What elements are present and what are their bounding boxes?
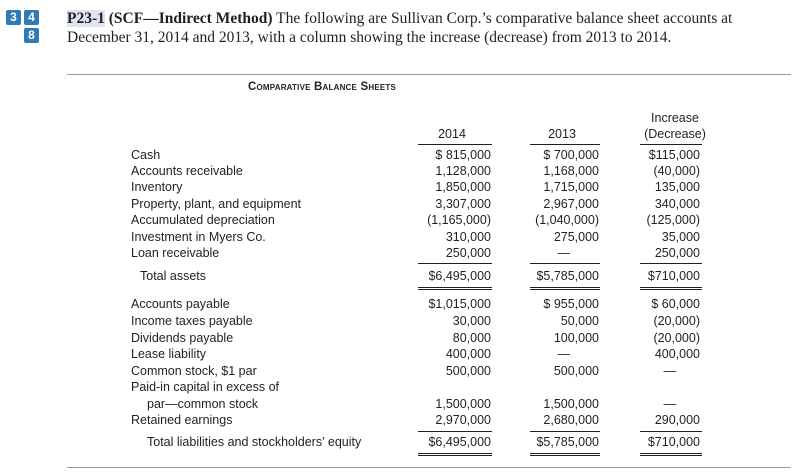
total-double-rule-2014 (418, 289, 492, 290)
table-row (0, 397, 793, 413)
value-increase: $ 60,000 (651, 297, 700, 311)
row-label: Income taxes payable (131, 314, 253, 328)
value-2013: — (557, 246, 570, 260)
value-increase: 400,000 (654, 347, 700, 361)
value-2013: 1,715,000 (543, 180, 599, 194)
table-row (0, 180, 793, 196)
value-2013: 275,000 (553, 230, 599, 244)
total-assets-row (0, 269, 793, 285)
table-row (0, 347, 793, 363)
subtotal-rule-2013 (530, 263, 600, 264)
total-liabilities-row (0, 435, 793, 451)
value-increase: — (663, 364, 676, 378)
value-2013: — (557, 347, 570, 361)
value-2014: 30,000 (452, 314, 491, 328)
value-2014: 310,000 (445, 230, 491, 244)
row-label: Inventory (131, 180, 183, 194)
total-double-rule-increase (640, 289, 702, 290)
table-row (0, 297, 793, 313)
row-label: Total liabilities and stockholders’ equity (147, 435, 362, 449)
problem-text-line1: The following are Sullivan Corp.’s comparative balance sheet accounts at (276, 10, 733, 27)
value-increase: 250,000 (654, 246, 700, 260)
total-double-rule-2013 (530, 287, 600, 288)
row-label: Common stock, $1 par (131, 364, 257, 378)
value-2013: $ 955,000 (543, 297, 599, 311)
value-2014: $6,495,000 (428, 269, 491, 283)
row-label: Accumulated depreciation (131, 213, 275, 227)
table-row (0, 164, 793, 180)
column-header-increase: Increase (651, 111, 699, 125)
table-row (0, 364, 793, 380)
column-header-rule-2014 (418, 144, 492, 145)
table-row (0, 197, 793, 213)
value-increase: $710,000 (647, 269, 700, 283)
value-2013: 2,680,000 (543, 413, 599, 427)
row-label: Accounts receivable (131, 164, 243, 178)
value-2014: (1,165,000) (427, 213, 491, 227)
value-increase: 340,000 (654, 197, 700, 211)
table-row (0, 380, 793, 396)
column-header-decrease: (Decrease) (644, 127, 706, 141)
row-label: Dividends payable (131, 331, 234, 345)
column-header-2013: 2013 (548, 127, 576, 141)
row-label: Loan receivable (131, 246, 220, 260)
value-increase: 35,000 (661, 230, 700, 244)
learning-objective-badge-4: 4 (24, 10, 39, 25)
total-double-rule-2013 (530, 455, 600, 456)
total-double-rule-2014 (418, 287, 492, 288)
row-label: Accounts payable (131, 297, 230, 311)
value-2013: 100,000 (553, 331, 599, 345)
table-row (0, 413, 793, 429)
column-header-rule-increase (640, 144, 702, 145)
top-divider (67, 74, 791, 75)
subtotal-rule-2014 (418, 263, 492, 264)
problem-statement (67, 9, 789, 47)
value-2014: $ 815,000 (435, 148, 491, 162)
value-2013: 500,000 (553, 364, 599, 378)
learning-objective-badge-3: 3 (6, 10, 21, 25)
value-2014: $6,495,000 (428, 435, 491, 449)
subtotal-rule-2014 (418, 431, 492, 432)
value-2014: 500,000 (445, 364, 491, 378)
value-increase: 135,000 (654, 180, 700, 194)
value-2014: 80,000 (452, 331, 491, 345)
learning-objective-badge-8: 8 (24, 28, 39, 43)
value-2013: 2,967,000 (543, 197, 599, 211)
value-2013: $5,785,000 (536, 269, 599, 283)
subtotal-rule-increase (640, 263, 702, 264)
table-row (0, 148, 793, 164)
value-increase: $115,000 (648, 148, 700, 162)
value-increase: $710,000 (647, 435, 700, 449)
value-2013: $5,785,000 (536, 435, 599, 449)
value-2013: 1,168,000 (543, 164, 599, 178)
table-row (0, 246, 793, 262)
problem-title: (SCF—Indirect Method) (108, 10, 273, 27)
total-double-rule-increase (640, 287, 702, 288)
subtotal-rule-increase (640, 431, 702, 432)
bottom-divider (67, 467, 791, 468)
row-label: Lease liability (131, 347, 207, 361)
value-increase: — (663, 397, 676, 411)
row-label: Paid-in capital in excess of (131, 380, 279, 394)
total-double-rule-2014 (418, 455, 492, 456)
row-label: Property, plant, and equipment (131, 197, 302, 211)
value-increase: (125,000) (646, 213, 700, 227)
total-double-rule-2014 (418, 453, 492, 454)
value-2013: 50,000 (560, 314, 599, 328)
value-2014: 1,850,000 (435, 180, 491, 194)
row-label: Total assets (140, 269, 207, 283)
total-double-rule-2013 (530, 453, 600, 454)
row-label: Cash (131, 148, 161, 162)
value-2014: 3,307,000 (435, 197, 491, 211)
value-2014: 1,128,000 (435, 164, 491, 178)
value-2013: 1,500,000 (543, 397, 599, 411)
value-2014: 250,000 (445, 246, 491, 260)
value-increase: (20,000) (653, 314, 700, 328)
total-double-rule-increase (640, 455, 702, 456)
row-label: par—common stock (147, 397, 259, 411)
table-row (0, 331, 793, 347)
problem-text-line2: December 31, 2014 and 2013, with a column showing the increase (decrease) from 2013 to 2014. (67, 29, 672, 46)
total-double-rule-2013 (530, 289, 600, 290)
column-header-2014: 2014 (438, 127, 466, 141)
total-double-rule-increase (640, 453, 702, 454)
value-2014: 400,000 (445, 347, 491, 361)
table-row (0, 314, 793, 330)
value-2013: $ 700,000 (543, 148, 599, 162)
table-row (0, 230, 793, 246)
value-2014: 2,970,000 (435, 413, 491, 427)
row-label: Retained earnings (131, 413, 233, 427)
value-2013: (1,040,000) (535, 213, 599, 227)
value-increase: 290,000 (654, 413, 700, 427)
value-increase: (40,000) (653, 164, 700, 178)
table-row (0, 213, 793, 229)
column-header-rule-2013 (530, 144, 600, 145)
value-2014: $1,015,000 (428, 297, 491, 311)
subtotal-rule-2013 (530, 431, 600, 432)
row-label: Investment in Myers Co. (131, 230, 266, 244)
table-title: Comparative Balance Sheets (247, 81, 397, 93)
problem-id: P23-1 (67, 10, 105, 27)
value-increase: (20,000) (653, 331, 700, 345)
value-2014: 1,500,000 (435, 397, 491, 411)
